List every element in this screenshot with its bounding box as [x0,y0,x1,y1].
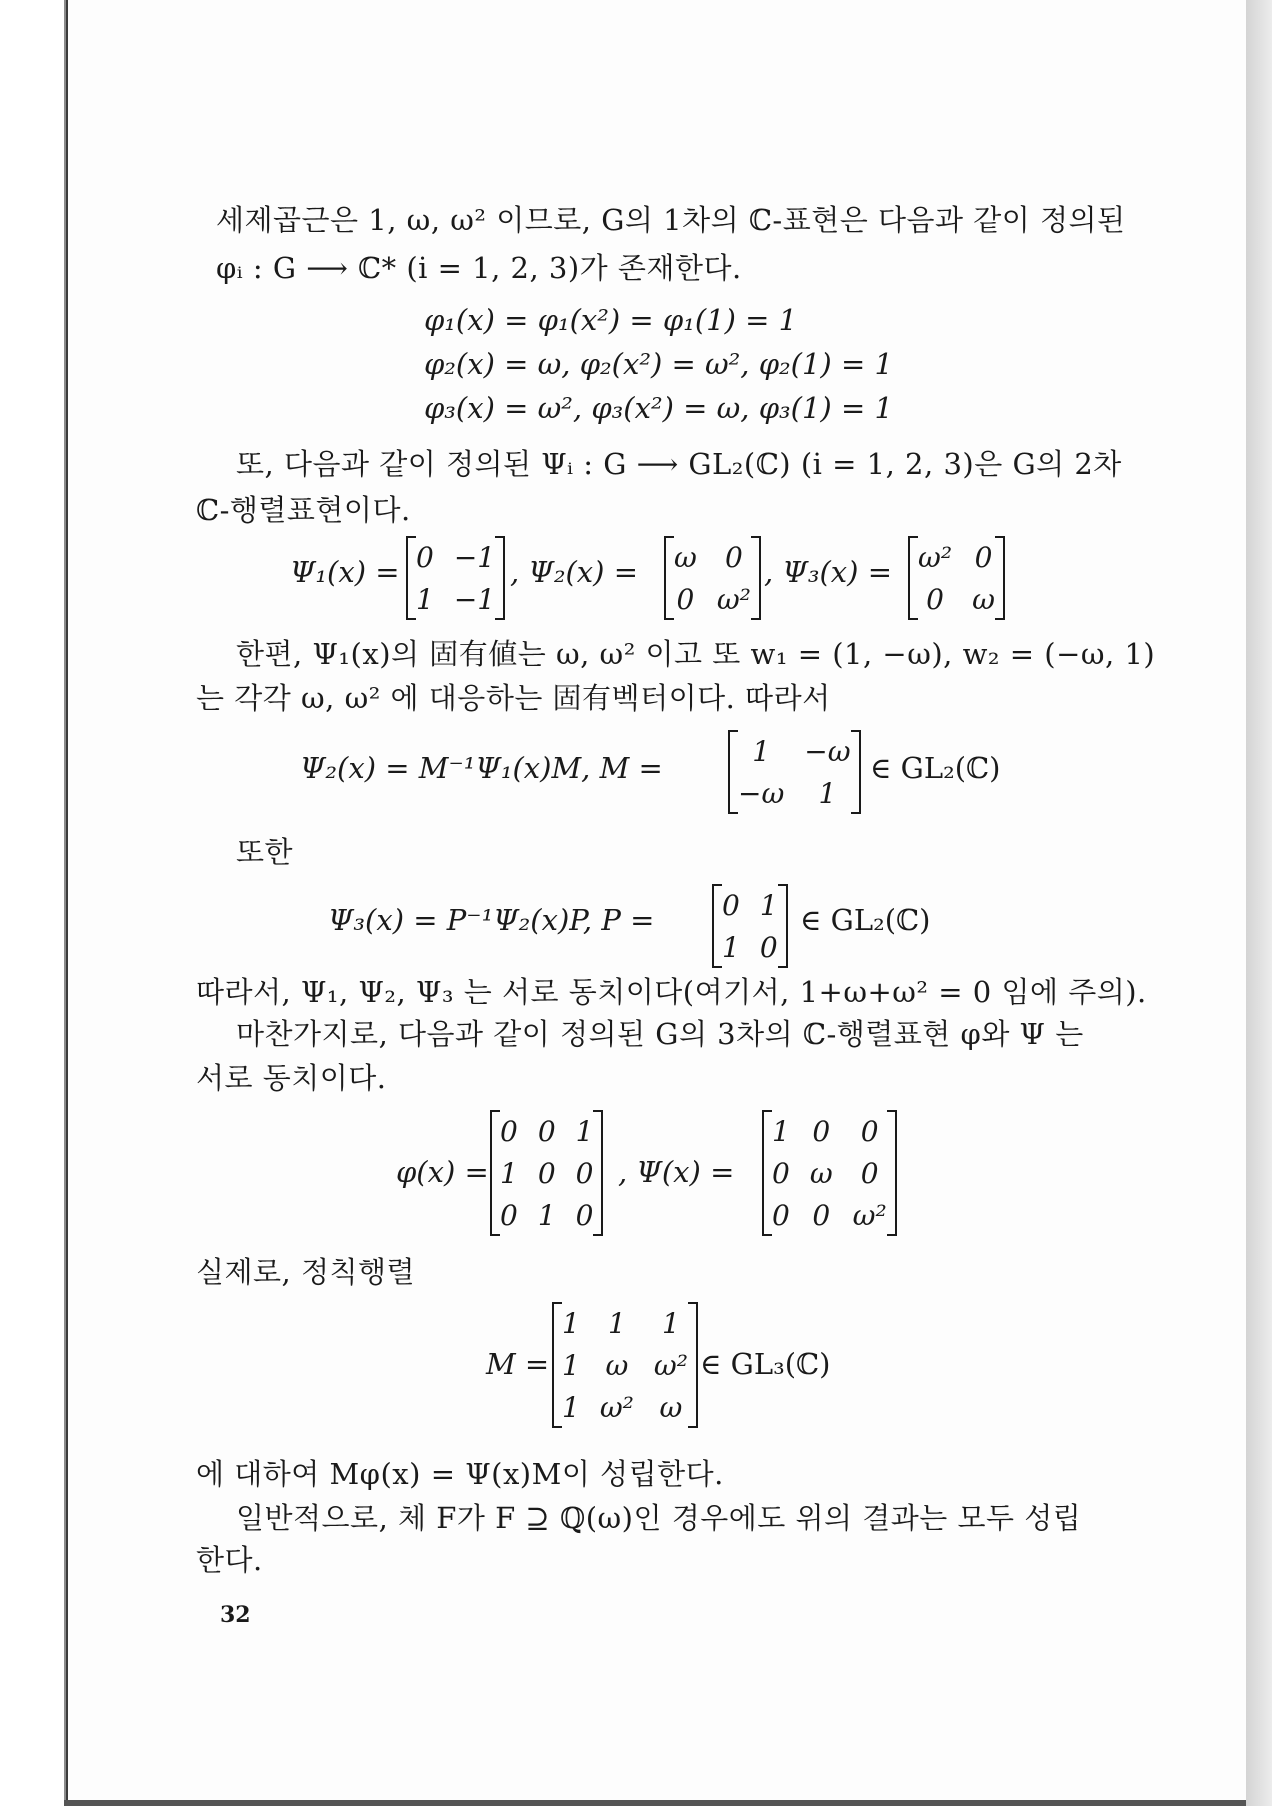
phi2-equation: φ₂(x) = ω, φ₂(x²) = ω², φ₂(1) = 1 [424,347,893,381]
para4: 또한 [236,835,294,869]
page-number: 32 [220,1602,251,1628]
psi1-label: Ψ₁(x) = [290,555,400,589]
para7-line3: 한다. [196,1543,263,1577]
psi3-conjugation-lhs: Ψ₃(x) = P⁻¹Ψ₂(x)P, P = [328,903,655,937]
matrix-m-2x2: 1 −ω −ω 1 [728,730,861,814]
page-spine-edge [64,0,66,1806]
psi3-matrix: ω² 0 0 ω [908,536,1005,620]
page-right-edge [1246,0,1272,1806]
para1-line2: φᵢ : G ⟶ ℂ* (i = 1, 2, 3)가 존재한다. [216,251,742,285]
matrix-p-2x2: 0 1 1 0 [712,884,788,968]
para6: 실제로, 정칙행렬 [196,1255,416,1289]
psi3-label: , Ψ₃(x) = [764,555,892,589]
gl3-membership: ∈ GL₃(ℂ) [700,1347,831,1381]
para2-line2: ℂ-행렬표현이다. [196,493,411,527]
para3-line1: 한편, Ψ₁(x)의 固有値는 ω, ω² 이고 또 w₁ = (1, −ω), w₂ = (−ω, 1) [236,637,1156,671]
gl2-membership-1: ∈ GL₂(ℂ) [870,751,1001,785]
psi-3x3-matrix: 1 0 0 0 ω 0 0 0 ω² [762,1110,897,1236]
para1-line1: 세제곱근은 1, ω, ω² 이므로, G의 1차의 ℂ-표현은 다음과 같이 정의된 [216,203,1126,237]
phi1-equation: φ₁(x) = φ₁(x²) = φ₁(1) = 1 [424,303,798,337]
psi2-matrix: ω 0 0 ω² [664,536,761,620]
page-bottom-edge [64,1800,1246,1806]
matrix-m-3x3: 1 1 1 1 ω ω² 1 ω² ω [552,1302,698,1428]
psi2-label: , Ψ₂(x) = [510,555,638,589]
phi-3x3-label: φ(x) = [396,1155,489,1189]
para5-line2: 마찬가지로, 다음과 같이 정의된 G의 3차의 ℂ-행렬표현 φ와 Ψ 는 [236,1017,1084,1051]
para2-line1: 또, 다음과 같이 정의된 Ψᵢ : G ⟶ GL₂(ℂ) (i = 1, 2, 3)은 G의 2차 [236,447,1122,481]
para7-line2: 일반적으로, 체 F가 F ⊇ ℚ(ω)인 경우에도 위의 결과는 모두 성립 [236,1501,1082,1535]
phi-3x3-matrix: 0 0 1 1 0 0 0 1 0 [490,1110,603,1236]
psi-3x3-label: , Ψ(x) = [618,1155,735,1189]
para5-line3: 서로 동치이다. [196,1061,387,1095]
matrix-m-3x3-label: M = [486,1347,550,1381]
psi2-conjugation-lhs: Ψ₂(x) = M⁻¹Ψ₁(x)M, M = [300,751,663,785]
para3-line2: 는 각각 ω, ω² 에 대응하는 固有벡터이다. 따라서 [196,681,831,715]
psi1-matrix: 0 −1 1 −1 [406,536,505,620]
gl2-membership-2: ∈ GL₂(ℂ) [800,903,931,937]
para5-line1: 따라서, Ψ₁, Ψ₂, Ψ₃ 는 서로 동치이다(여기서, 1+ω+ω² = 0 임에 주의). [196,975,1147,1009]
para7-line1: 에 대하여 Mφ(x) = Ψ(x)M이 성립한다. [196,1457,724,1491]
phi3-equation: φ₃(x) = ω², φ₃(x²) = ω, φ₃(1) = 1 [424,391,893,425]
